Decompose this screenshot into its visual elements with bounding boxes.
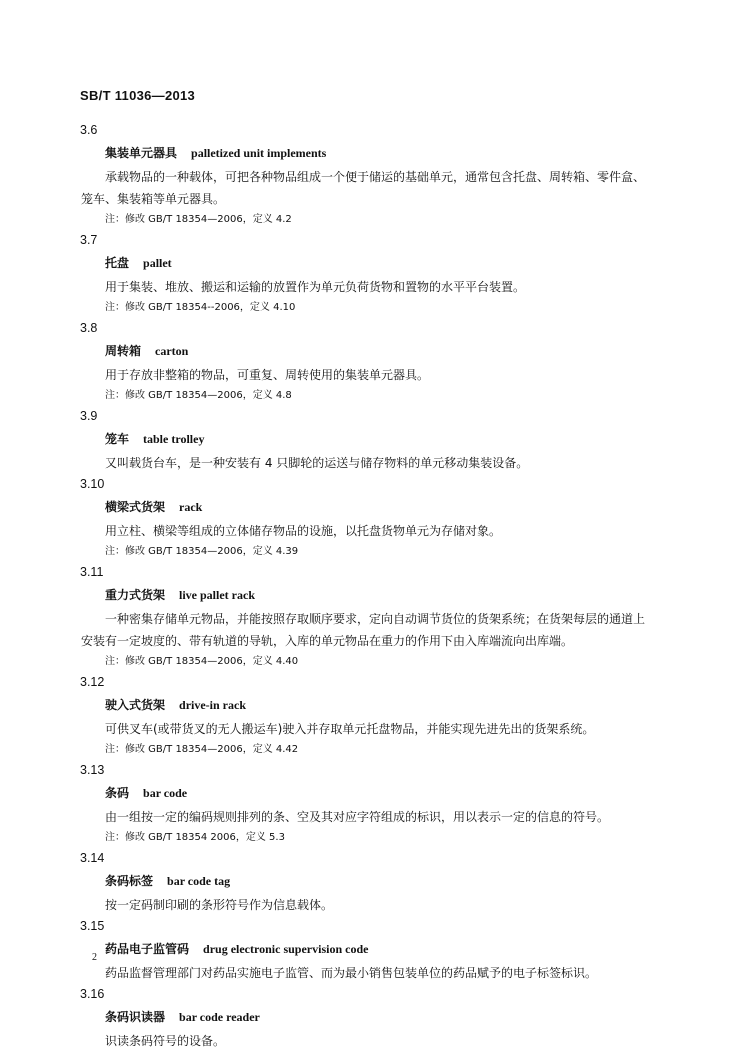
term-note: 注：修改 GB/T 18354—2006，定义 4.8: [105, 390, 292, 401]
term-chinese: 条码标签: [105, 874, 154, 888]
definition-entry: [0, 562, 734, 672]
definition-entry: [0, 230, 734, 318]
term-chinese: 笼车: [105, 432, 130, 446]
term-line: [105, 495, 734, 520]
definition-entry: [0, 984, 734, 1052]
term-line: [105, 583, 734, 608]
page-number: 2: [92, 952, 97, 963]
term-definition: 识读条码符号的设备。: [105, 1034, 226, 1048]
term-english: bar code: [143, 786, 188, 800]
term-definition: 药品监督管理部门对药品实施电子监管、而为最小销售包装单位的药品赋予的电子标签标识。: [105, 966, 598, 980]
term-definition: 按一定码制印刷的条形符号作为信息载体。: [105, 898, 334, 912]
term-line: [105, 693, 734, 718]
clause-number: 3.8: [80, 321, 98, 335]
term-line: [105, 251, 734, 276]
term-note: 注：修改 GB/T 18354—2006，定义 4.42: [105, 744, 299, 755]
definition-entry: [0, 848, 734, 916]
definition-entry: [0, 474, 734, 562]
term-english: bar code tag: [167, 874, 231, 888]
clause-number: 3.12: [80, 675, 105, 689]
term-chinese: 药品电子监管码: [105, 942, 190, 956]
clause-number: 3.9: [80, 409, 98, 423]
term-definition: 用于存放非整箱的物品，可重复、周转使用的集装单元器具。: [105, 368, 430, 382]
term-chinese: 集装单元器具: [105, 146, 178, 160]
term-english: pallet: [143, 256, 172, 270]
term-definition: 承载物品的一种载体，可把各种物品组成一个便于储运的基础单元，通常包含托盘、周转箱、零件盒、笼车、集装箱等单元器具。: [81, 170, 646, 206]
document-code-header: SB/T 11036—2013: [80, 88, 196, 103]
clause-number: 3.13: [80, 763, 105, 777]
definition-entry: [0, 318, 734, 406]
term-chinese: 驶入式货架: [105, 698, 166, 712]
term-chinese: 托盘: [105, 256, 130, 270]
term-definition: 由一组按一定的编码规则排列的条、空及其对应字符组成的标识，用以表示一定的信息的符号。: [105, 810, 610, 824]
term-definition: 一种密集存储单元物品，并能按照存取顺序要求，定向自动调节货位的货架系统；在货架每层的通道上安装有一定坡度的、带有轨道的导轨，入库的单元物品在重力的作用下由入库端流向出库端。: [81, 612, 646, 648]
term-note: 注：修改 GB/T 18354—2006，定义 4.2: [105, 214, 292, 225]
term-definition: 可供叉车(或带货叉的无人搬运车)驶入并存取单元托盘物品，并能实现先进先出的货架系统。: [105, 722, 595, 736]
term-english: drive-in rack: [179, 698, 247, 712]
term-line: [105, 937, 734, 962]
definition-list: [0, 120, 734, 1052]
definition-entry: [0, 120, 734, 230]
term-line: [105, 339, 734, 364]
term-line: [105, 141, 734, 166]
term-line: [105, 781, 734, 806]
clause-number: 3.11: [80, 565, 104, 579]
term-english: live pallet rack: [179, 588, 255, 602]
term-note: 注：修改 GB/T 18354—2006，定义 4.40: [105, 656, 299, 667]
term-note: 注：修改 GB/T 18354--2006，定义 4.10: [105, 302, 296, 313]
term-chinese: 条码识读器: [105, 1010, 166, 1024]
term-definition: 用于集装、堆放、搬运和运输的放置作为单元负荷货物和置物的水平平台装置。: [105, 280, 526, 294]
term-note: 注：修改 GB/T 18354 2006，定义 5.3: [105, 832, 285, 843]
clause-number: 3.6: [80, 123, 98, 137]
clause-number: 3.14: [80, 851, 105, 865]
term-english: bar code reader: [179, 1010, 260, 1024]
term-note: 注：修改 GB/T 18354—2006，定义 4.39: [105, 546, 299, 557]
clause-number: 3.7: [80, 233, 98, 247]
term-chinese: 重力式货架: [105, 588, 166, 602]
term-english: rack: [179, 500, 203, 514]
term-line: [105, 427, 734, 452]
definition-entry: [0, 406, 734, 474]
definition-entry: [0, 760, 734, 848]
term-english: drug electronic supervision code: [203, 942, 369, 956]
term-definition: 用立柱、横梁等组成的立体储存物品的设施，以托盘货物单元为存储对象。: [105, 524, 502, 538]
term-english: table trolley: [143, 432, 205, 446]
term-line: [105, 869, 734, 894]
term-line: [105, 1005, 734, 1030]
clause-number: 3.10: [80, 477, 105, 491]
term-chinese: 横梁式货架: [105, 500, 166, 514]
clause-number: 3.15: [80, 919, 105, 933]
definition-entry: [0, 672, 734, 760]
term-definition: 又叫载货台车，是一种安装有 4 只脚轮的运送与储存物料的单元移动集装设备。: [105, 456, 529, 470]
definition-entry: [0, 916, 734, 984]
term-chinese: 周转箱: [105, 344, 142, 358]
term-chinese: 条码: [105, 786, 130, 800]
term-english: carton: [155, 344, 189, 358]
clause-number: 3.16: [80, 987, 105, 1001]
term-english: palletized unit implements: [191, 146, 327, 160]
